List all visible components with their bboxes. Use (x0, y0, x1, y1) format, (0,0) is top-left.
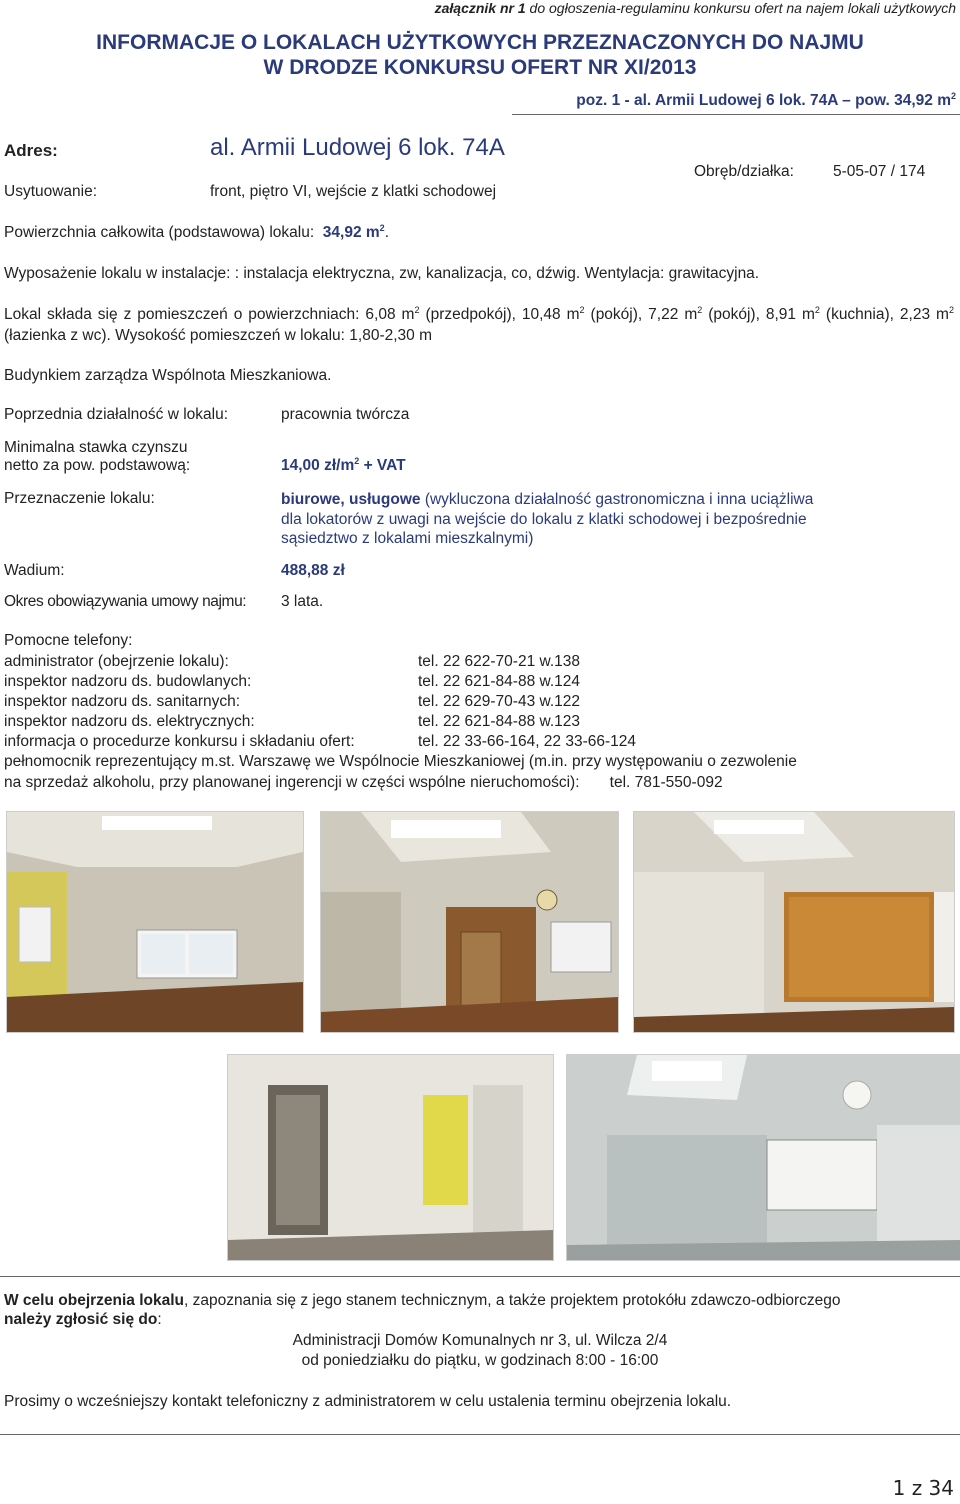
phone-row-label-3: inspektor nadzoru ds. elektrycznych: (4, 713, 255, 730)
proxy-tel: tel. 781-550-092 (609, 774, 723, 791)
viewing-rule-top (0, 1276, 960, 1277)
position-heading (576, 92, 956, 110)
area-value: 34,92 $m^2$ (322, 222, 385, 241)
phone-row-tel-2: tel. 22 629-70-43 w.122 (418, 693, 581, 710)
rent-label: Minimalna stawka czynszu netto za pow. podstawową: (4, 439, 191, 474)
phone-row-label-0: administrator (obejrzenie lokalu): (4, 653, 229, 670)
proxy-line2: na sprzedaż alkoholu, przy planowanej ingerencji w części wspólne nieruchomości): tel. 781-550-092 (4, 774, 723, 791)
phones-section (4, 630, 797, 793)
photo-hallway-doorway (227, 1054, 554, 1261)
location-label: Usytuowanie: (4, 183, 98, 200)
contact-note: Prosimy o wcześniejszy kontakt telefoniczny z administratorem w celu ustalenia terminu obejrzenia lokalu. (4, 1393, 732, 1410)
purpose-label: Przeznaczenie lokalu: (4, 490, 155, 507)
location-value: front, piętro VI, wejście z klatki schodowej (210, 183, 497, 200)
page-number: 1 z 34 (892, 1476, 954, 1500)
term-value: 3 lata. (281, 593, 324, 610)
phone-row-label-4: informacja o procedurze konkursu i składaniu ofert: (4, 733, 355, 750)
proxy-line1: pełnomocnik reprezentujący m.st. Warszawę we Wspólnocie Mieszkaniowej (m.in. przy występowaniu o zezwolenie (4, 753, 797, 770)
document-title-line1: INFORMACJE O LOKALACH UŻYTKOWYCH PRZEZNACZONYCH DO NAJMU (96, 31, 864, 54)
phone-row-label-1: inspektor nadzoru ds. budowlanych: (4, 673, 252, 690)
viewing-rule-bottom (0, 1434, 960, 1435)
plot-label: Obręb/działka: (694, 163, 794, 180)
prev-activity-label: Poprzednia działalność w lokalu: (4, 406, 229, 423)
annex-note (435, 0, 956, 16)
phone-row-tel-3: tel. 22 621-84-88 w.123 (418, 713, 581, 730)
annex-bold: załącznik nr 1 (434, 0, 526, 16)
area-label: Powierzchnia całkowita (podstawowa) lokalu: (4, 224, 315, 241)
management-text: Budynkiem zarządza Wspólnota Mieszkaniowa. (4, 367, 332, 384)
viewing-line2: należy zgłosić się do: (4, 1311, 162, 1328)
office-hours: od poniedziałku do piątku, w godzinach 8:00 - 16:00 (301, 1352, 659, 1369)
prev-activity-value: pracownia twórcza (281, 406, 410, 423)
photo-room-wood-panels (633, 811, 955, 1033)
position-sup: 2 (950, 90, 956, 101)
phones-title: Pomocne telefony: (4, 632, 133, 649)
phone-row-label-2: inspektor nadzoru ds. sanitarnych: (4, 693, 241, 710)
office-address: Administracji Domów Komunalnych nr 3, ul. Wilcza 2/4 (292, 1332, 668, 1349)
plot-value: 5-05-07 / 174 (833, 163, 926, 180)
rooms-text: Lokal składa się z pomieszczeń o powierzchniach: 6,08 $m^2$ (przedpokój), 10,48 $m^2$ (pokój), 7,22 $m^2$ (pokój), 8,91 $m^2$ (kuchnia), 2,23 $m^2$ (łazienka z wc). Wysokość pomieszczeń w lokalu: 1,80-2,30 m (4, 304, 954, 344)
rent-value: 14,00 $zł/m^2$ + VAT (281, 455, 406, 474)
address-label: Adres: (4, 141, 58, 160)
deposit-label: Wadium: (4, 562, 65, 579)
deposit-value: 488,88 zł (281, 562, 345, 579)
document-title-line2: W DRODZE KONKURSU OFERT NR XI/2013 (263, 56, 697, 79)
photo-room-cabinet-clock (320, 811, 619, 1033)
header-rule (512, 114, 960, 115)
viewing-line1: W celu obejrzenia lokalu, zapoznania się z jego stanem technicznym, a także projektem protokółu zdawczo-odbiorczego (4, 1292, 841, 1309)
annex-rest: do ogłoszenia-regulaminu konkursu ofert na najem lokali użytkowych (525, 0, 956, 16)
address-value: al. Armii Ludowej 6 lok. 74A (210, 134, 505, 161)
phone-row-tel-0: tel. 22 622-70-21 w.138 (418, 653, 581, 670)
position-text: poz. 1 - al. Armii Ludowej 6 lok. 74A – pow. 34,92 m (576, 92, 951, 109)
term-label: Okres obowiązywania umowy najmu: (4, 593, 247, 610)
area-line: Powierzchnia całkowita (podstawowa) lokalu: 34,92 $m^2$. (4, 222, 389, 241)
phone-row-tel-4: tel. 22 33-66-164, 22 33-66-124 (418, 733, 637, 750)
purpose-value: biurowe, usługowe (wykluczona działalność gastronomiczna i inna uciążliwa dla lokatorów z uwagi na wejście do lokalu z klatki schodowej i bezpośrednie sąsiedztwo z lokalami mieszkalnymi) (281, 491, 814, 547)
photo-kitchen-window (566, 1054, 960, 1261)
equipment-text: Wyposażenie lokalu w instalacje: : instalacja elektryczna, zw, kanalizacja, co, dźwig. Wentylacja: grawitacyjna. (4, 265, 760, 282)
phone-row-tel-1: tel. 22 621-84-88 w.124 (418, 673, 581, 690)
photo-room-window-radiator (6, 811, 304, 1033)
